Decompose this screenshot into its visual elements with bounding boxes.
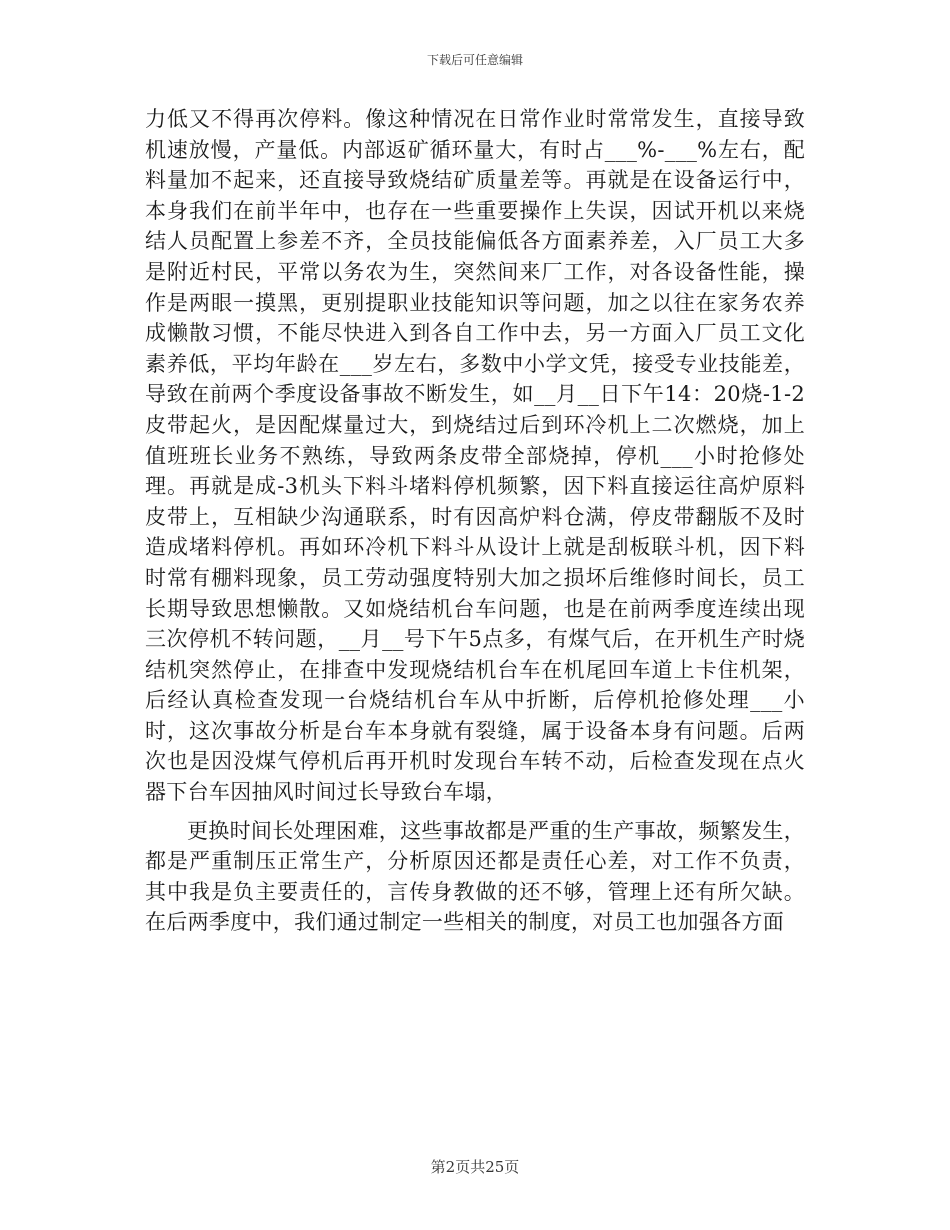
page-header-note: 下载后可任意编辑 bbox=[426, 53, 523, 67]
body-paragraph-2: 更换时间长处理困难，这些事故都是严重的生产事故，频繁发生，都是严重制压正常生产，分析原因还都是责任心差，对工作不负责，其中我是负主要责任的，言传身教做的还不够，管理上还有所欠缺。在后两季度中，我们通过制定一些相关的制度，对员工也加强各方面 bbox=[145, 818, 805, 935]
body-paragraph-1: 力低又不得再次停料。像这种情况在日常作业时常常发生，直接导致机速放慢，产量低。内部返矿循环量大，有时占___%-___%左右，配料量加不起来，还直接导致烧结矿质量差等。再就是在设备运行中，本身我们在前半年中，也存在一些重要操作上失误，因试开机以来烧结人员配置上参差不齐，全员技能偏低各方面素养差，入厂员工大多是附近村民，平常以务农为生，突然间来厂工作，对各设备性能，操作是两眼一摸黑，更别提职业技能知识等问题，加之以往在家务农养成懒散习惯，不能尽快进入到各自工作中去，另一方面入厂员工文化素养低，平均年龄在___岁左右，多数中小学文凭，接受专业技能差，导致在前两个季度设备事故不断发生，如__月__日下午14：20烧-1-2皮带起火，是因配煤量过大，到烧结过后到环冷机上二次燃烧，加上值班班长业务不熟练，导致两条皮带全部烧掉，停机___小时抢修处理。再就是成-3机头下料斗堵料停机频繁，因下料直接运往高炉原料皮带上，互相缺少沟通联系，时有因高炉料仓满，停皮带翻版不及时造成堵料停机。再如环冷机下料斗从设计上就是刮板联斗机，因下料时常有棚料现象，员工劳动强度特别大加之损坏后维修时间长，员工长期导致思想懒散。又如烧结机台车问题，也是在前两季度连续出现三次停机不转问题，__月__号下午5点多，有煤气后，在开机生产时烧结机突然停止，在排查中发现烧结机台车在机尾回车道上卡住机架，后经认真检查发现一台烧结机台车从中折断，后停机抢修处理___小时，这次事故分析是台车本身就有裂缝，属于设备本身有问题。后两次也是因没煤气停机后再开机时发现台车转不动，后检查发现在点火器下台车因抽风时间过长导致台车塌， bbox=[145, 107, 805, 805]
page-number: 第2页共25页 bbox=[430, 1158, 520, 1176]
document-body bbox=[145, 104, 805, 938]
